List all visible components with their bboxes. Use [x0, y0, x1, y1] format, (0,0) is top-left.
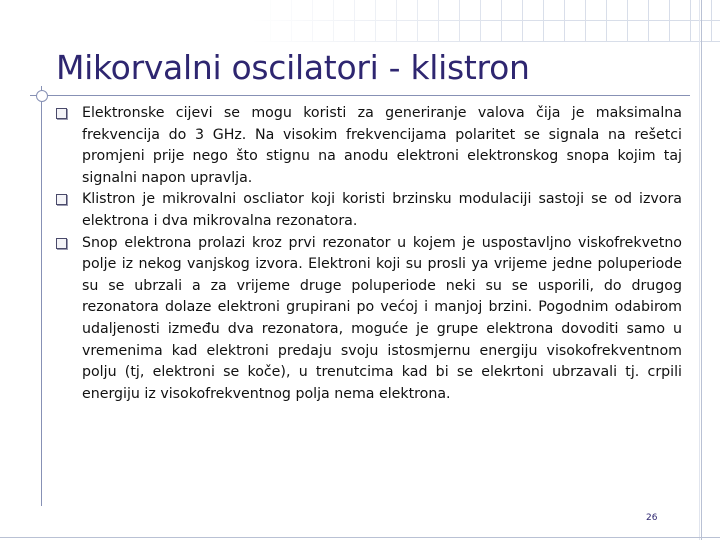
- page-number: 26: [646, 513, 658, 523]
- bullet-text: Snop elektrona prolazi kroz prvi rezonator u kojem je uspostavljno viskofrekvetno polje iz nekog vanjskog izvora. Elektroni koji su prosli ya vrijeme jedne poluperiode su se ubrzali a za vrijeme druge poluperiode neki su se usporili, do drugog rezonatora dolaze elektroni grupirani po većoj i manjoj brzini. Pogodnim odabirom udaljenosti između dva rezonatora, moguće je grupe elektrona dovoditi samo u vremenima kad elektroni predaju svoju istosmjernu energiju visokofrekventnom polju (tj, elektroni se koče), u trenutcima kad bi se elekrtoni ubrzavali tj. crpili energiju iz visokofrekventnog polja nema elektrona.: [82, 234, 682, 402]
- square-bullet-icon: [56, 194, 67, 205]
- right-border-light: [699, 0, 700, 540]
- bullet-text: Elektronske cijevi se mogu koristi za generiranje valova čija je maksimalna frekvencija do 3 GHz. Na visokim frekvencijama polaritet se signala na rešetci promjeni prije nego što stignu na anodu elektroni elektronskog snopa kojim taj signalni napon upravlja.: [82, 105, 682, 186]
- bullet-item: [56, 103, 682, 189]
- title-underline: [30, 95, 690, 96]
- square-bullet-icon: [56, 238, 67, 249]
- square-bullet-icon: [56, 108, 67, 119]
- bullet-text: Klistron je mikrovalni oscliator koji koristi brzinsku modulaciji sastoji se od izvora elektrona i dva mikrovalna rezonatora.: [82, 191, 682, 229]
- decorative-grid: [250, 0, 720, 42]
- left-vertical-rule: [41, 86, 42, 506]
- bottom-border: [0, 537, 720, 538]
- bullet-item: [56, 189, 682, 232]
- bullet-item: [56, 233, 682, 406]
- slide-title: Mikorvalni oscilatori - klistron: [56, 48, 530, 87]
- right-border: [701, 0, 702, 540]
- crosshair-circle: [36, 90, 48, 102]
- bullet-list: [56, 103, 682, 405]
